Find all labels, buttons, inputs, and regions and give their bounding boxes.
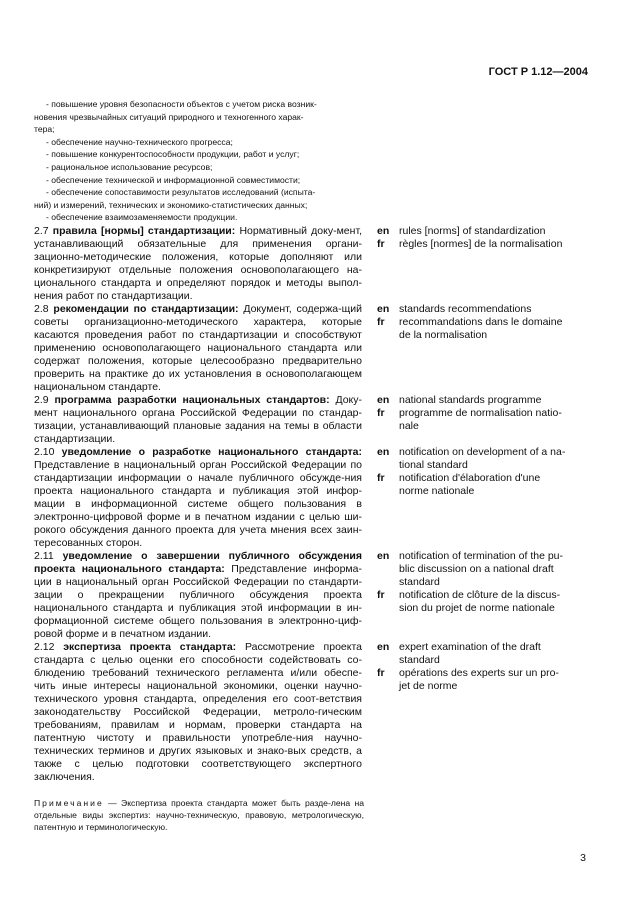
term-number: 2.11 bbox=[34, 550, 54, 562]
lang-code-en: en bbox=[377, 225, 390, 237]
foreign-equivalents bbox=[377, 641, 567, 784]
equivalent-text-fr: règles [normes] de la normalisation bbox=[399, 238, 563, 250]
equivalent-text-en: rules [norms] of standardization bbox=[399, 225, 546, 237]
term-definition: Нормативный доку-мент, устанавливающий обязательные для применения органи-зационно-методические положения, которые дополняют или конкретизируют отдельные положения основополагающего на-ционального стандарта и определяют порядок и методы выпол-нения работ по стандартизации. bbox=[34, 225, 363, 302]
term-number: 2.10 bbox=[34, 446, 55, 458]
term-definition: Представление в национальный орган Российской Федерации по стандартизации информации о начале публичного обсужде-ния проекта национального стандарта и публикация этой инфор-мации в информационной системе общего пользования в электронно-цифровой форме и в печатном издании с целью ши-рокого обсуждения данного проекта для учета мнения всех заин-тересованных сторон. bbox=[34, 459, 362, 549]
equivalent-fr bbox=[377, 472, 567, 498]
term-definition-block bbox=[34, 641, 362, 784]
term-entry bbox=[34, 446, 567, 550]
term-entry bbox=[34, 394, 567, 446]
page-number: 3 bbox=[580, 852, 586, 864]
equivalent-en bbox=[377, 641, 567, 667]
equivalent-fr bbox=[377, 667, 567, 693]
foreign-equivalents bbox=[377, 550, 567, 641]
term-definition: Документ, содержа-щий советы организационно-методического характера, которые касаются проведения работ по стандартизации и способствуют применению основополагающего национального стандарта или содержат положения, которые целесообразно предварительно проверить на практике до их установления в основополагающем национальном стандарте. bbox=[34, 303, 362, 393]
term-number: 2.8 bbox=[34, 303, 49, 315]
intro-line: - рациональное использование ресурсов; bbox=[46, 161, 213, 172]
term-entry bbox=[34, 550, 567, 641]
equivalent-text-en: standards recommendations bbox=[399, 303, 532, 315]
lang-code-fr: fr bbox=[377, 238, 385, 250]
term-entry bbox=[34, 303, 567, 394]
equivalent-fr bbox=[377, 589, 567, 615]
equivalent-en bbox=[377, 550, 567, 589]
term-number: 2.9 bbox=[34, 394, 49, 406]
term-definition: Доку-мент национального органа Российской Федерации по стандар-тизации, устанавливающий плановые задания на темы в области стандартизации. bbox=[34, 394, 362, 445]
note-text: — Экспертиза проекта стандарта может быть разде-лена на отдельные виды экспертиз: научно-техническую, правовую, метрологическую, патентную и терминологическую. bbox=[34, 798, 364, 832]
lang-code-fr: fr bbox=[377, 589, 385, 601]
term-name: экспертиза проекта стандарта: bbox=[63, 641, 237, 653]
intro-line: - обеспечение взаимозаменяемости продукции. bbox=[46, 212, 238, 223]
term-definition-block bbox=[34, 394, 362, 446]
term-entry bbox=[34, 225, 567, 303]
term-definition-block bbox=[34, 225, 362, 303]
lang-code-fr: fr bbox=[377, 667, 385, 679]
term-name: уведомление о разработке национального стандарта: bbox=[61, 446, 362, 458]
equivalent-en bbox=[377, 394, 567, 407]
equivalent-text-en: expert examination of the draft standard bbox=[399, 641, 541, 666]
note bbox=[34, 797, 364, 833]
intro-line: - повышение конкурентоспособности продукции, работ и услуг; bbox=[46, 149, 300, 160]
term-name: уведомление о завершении публичного обсуждения проекта национального стандарта: bbox=[34, 550, 362, 575]
term-number: 2.7 bbox=[34, 225, 49, 237]
intro-line: - обеспечение сопоставимости результатов исследований (испыта- bbox=[46, 187, 316, 198]
intro-line: - обеспечение научно-технического прогресса; bbox=[46, 136, 233, 147]
intro-line: новения чрезвычайных ситуаций природного и техногенного харак- bbox=[34, 111, 304, 122]
foreign-equivalents bbox=[377, 446, 567, 550]
equivalent-fr bbox=[377, 407, 567, 433]
equivalent-text-en: notification on development of a na-tional standard bbox=[399, 446, 566, 471]
intro-line: - повышение уровня безопасности объектов с учетом риска возник- bbox=[46, 99, 317, 109]
foreign-equivalents bbox=[377, 225, 567, 303]
equivalent-text-en: notification of termination of the pu-blic discussion on a national draft standard bbox=[399, 550, 564, 588]
equivalent-fr bbox=[377, 316, 567, 342]
term-entry bbox=[34, 641, 567, 784]
term-number: 2.12 bbox=[34, 641, 55, 653]
term-definition-block bbox=[34, 446, 362, 550]
equivalent-en bbox=[377, 303, 567, 316]
foreign-equivalents bbox=[377, 303, 567, 394]
intro-list bbox=[34, 98, 364, 224]
document-designation: ГОСТ Р 1.12—2004 bbox=[488, 66, 588, 78]
equivalent-en bbox=[377, 446, 567, 472]
note-label: Примечание bbox=[34, 798, 104, 808]
intro-line: тера; bbox=[34, 124, 55, 135]
lang-code-en: en bbox=[377, 641, 390, 653]
term-definition-block bbox=[34, 303, 362, 394]
equivalent-text-fr: programme de normalisation natio-nale bbox=[399, 407, 562, 432]
equivalent-text-fr: recommandations dans le domaine de la normalisation bbox=[399, 316, 563, 341]
lang-code-en: en bbox=[377, 303, 390, 315]
equivalent-text-fr: notification d'élaboration d'une norme nationale bbox=[399, 472, 541, 497]
lang-code-en: en bbox=[377, 446, 390, 458]
terms-section bbox=[34, 225, 567, 784]
term-name: правила [нормы] стандартизации: bbox=[52, 225, 236, 237]
intro-line: - обеспечение технической и информационной совместимости; bbox=[46, 174, 301, 185]
lang-code-en: en bbox=[377, 394, 390, 406]
equivalent-text-fr: opérations des experts sur un pro-jet de norme bbox=[399, 667, 559, 692]
term-name: рекомендации по стандартизации: bbox=[53, 303, 239, 315]
equivalent-text-en: national standards programme bbox=[399, 394, 542, 406]
equivalent-en bbox=[377, 225, 567, 238]
lang-code-en: en bbox=[377, 550, 390, 562]
intro-line: ний) и измерений, технических и экономико-статистических данных; bbox=[34, 199, 308, 210]
term-name: программа разработки национальных стандартов: bbox=[54, 394, 330, 406]
equivalent-text-fr: notification de clôture de la discus-sion du projet de norme nationale bbox=[399, 589, 561, 614]
lang-code-fr: fr bbox=[377, 472, 385, 484]
equivalent-fr bbox=[377, 238, 567, 251]
term-definition-block bbox=[34, 550, 362, 641]
term-definition: Рассмотрение проекта стандарта с целью оценки его способности содействовать со-блюдению требований технического регламента и/или обеспе-чить иные интересы национальной экономики, оценки научно-технического уровня стандарта, определения его соот-ветствия законодательству Российской Федерации, метроло-гическим требованиям, правилам и нормам, проверки стандарта на патентную чистоту и правильности употребле-ния научно-технических терминов и других языковых и знако-вых средств, а также с целью подготовки соответствующего экспертного заключения. bbox=[34, 641, 362, 783]
lang-code-fr: fr bbox=[377, 407, 385, 419]
term-definition: Представление информа-ции в национальный орган Российской Федерации по стандарти-зации о прекращении публичного обсуждения проекта национального стандарта и публикация этой информации в ин-формационной системе общего пользования в электронно-циф-ровой форме и в печатном издании. bbox=[34, 563, 362, 640]
foreign-equivalents bbox=[377, 394, 567, 446]
lang-code-fr: fr bbox=[377, 316, 385, 328]
